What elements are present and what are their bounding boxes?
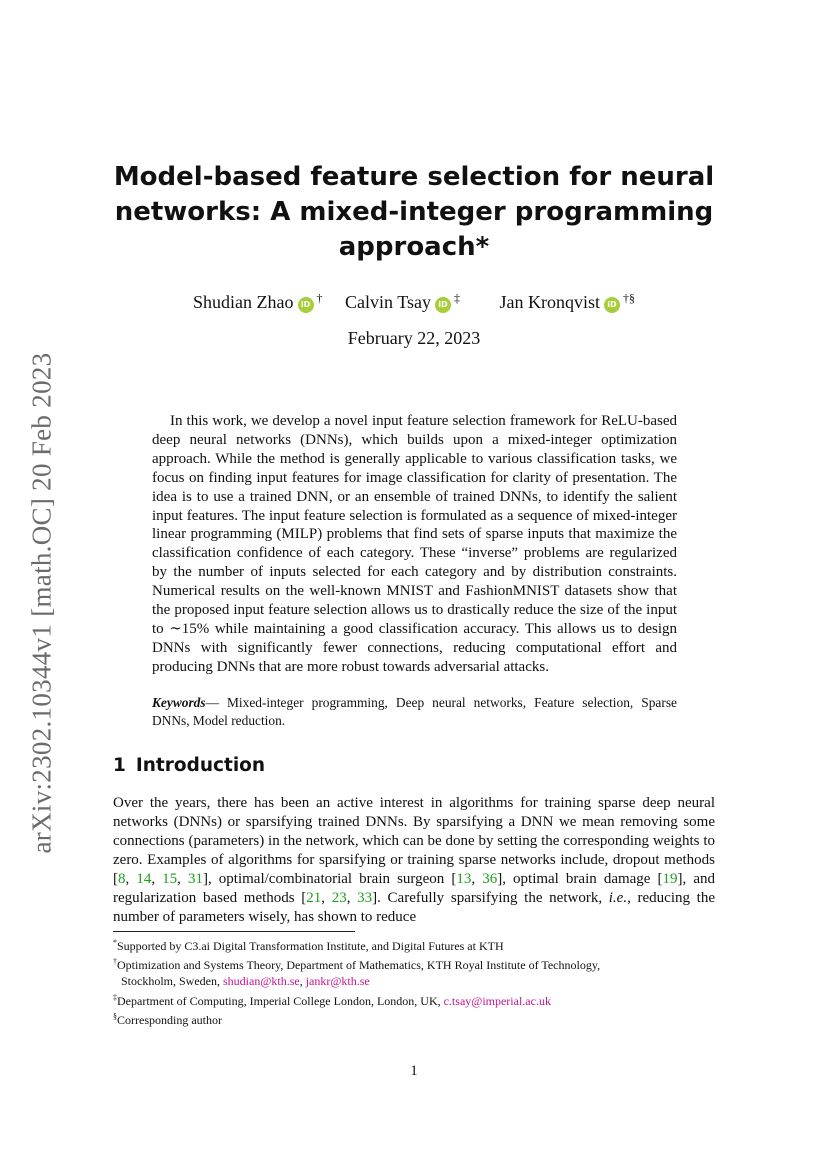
title-line-3: approach* xyxy=(338,232,490,262)
citation-link[interactable]: 13 xyxy=(456,871,472,887)
intro-text: ], and regularization based methods [ xyxy=(113,871,716,906)
footnote-text: Corresponding author xyxy=(117,1012,222,1027)
footnotes xyxy=(113,935,715,1028)
footnote-corresponding xyxy=(113,1009,715,1028)
abstract: In this work, we develop a novel input feature selection framework for ReLU-based deep neural networks (DNNs), which builds upon a mixed-integer optimization approach. While the method is generally applicable to various classification tasks, we focus on finding input features for image classification for clarity of presentation. The idea is to use a trained DNN, or an ensemble of trained DNNs, to identify the salient input features. The input feature selection is formulated as a sequence of mixed-integer linear programming (MILP) problems that find sets of sparse inputs that maximize the classification confidence of each category. These “inverse” problems are regularized by the number of inputs selected for each category and by distribution constraints. Numerical results on the well-known MNIST and FashionMNIST datasets show that the proposed input feature selection allows us to drastically reduce the size of the input to ∼15% while maintaining a good classification accuracy. This allows us to design DNNs with significantly fewer connections, reducing computational effort and producing DNNs that are more robust towards adversarial attacks. xyxy=(152,413,677,675)
citation-link[interactable]: 36 xyxy=(482,871,498,887)
affiliation-marks: ‡ xyxy=(453,291,460,305)
author-kronqvist xyxy=(499,287,635,313)
citation-link[interactable]: 19 xyxy=(662,871,678,887)
intro-text: ], optimal brain damage [ xyxy=(497,871,663,887)
footnote-mark: § xyxy=(113,1011,117,1021)
affiliation-marks: †§ xyxy=(622,291,635,305)
paper-title xyxy=(113,160,715,265)
footnote-text: Supported by C3.ai Digital Transformation Institute, and Digital Futures at KTH xyxy=(117,939,504,953)
footnote-text: Department of Computing, Imperial College London, London, UK, xyxy=(117,993,444,1008)
publication-date: February 22, 2023 xyxy=(347,328,481,348)
citation-link[interactable]: 15 xyxy=(162,871,178,887)
intro-text: ], optimal/combinatorial brain surgeon [ xyxy=(202,871,457,887)
section-title-text: Introduction xyxy=(135,755,266,776)
citation-link[interactable]: 14 xyxy=(136,871,152,887)
section-number: 1 xyxy=(113,755,126,776)
citation-link[interactable]: 31 xyxy=(187,871,203,887)
title-line-2: networks: A mixed-integer programming xyxy=(114,197,714,227)
author-zhao xyxy=(193,287,323,313)
arxiv-identifier-stamp xyxy=(20,345,64,860)
author-name: Shudian Zhao xyxy=(193,292,294,312)
email-link[interactable]: c.tsay@imperial.ac.uk xyxy=(443,993,551,1008)
footnote-text: Stockholm, Sweden, xyxy=(121,974,223,989)
footnote-mark: ‡ xyxy=(113,992,117,1002)
footnote-mark: † xyxy=(113,957,117,967)
footnote-divider xyxy=(113,931,355,932)
footnote-kth-emails: Stockholm, Sweden, shudian@kth.se, jankr@kth.se xyxy=(121,974,370,989)
keywords-label: Keywords xyxy=(152,695,206,710)
affiliation-marks: † xyxy=(316,291,323,305)
email-link[interactable]: shudian@kth.se xyxy=(223,974,300,989)
author-name: Jan Kronqvist xyxy=(499,292,600,312)
section-heading xyxy=(113,755,265,776)
keywords xyxy=(152,694,677,729)
footnote-text: Optimization and Systems Theory, Department of Mathematics, KTH Royal Institute of Technology, xyxy=(117,958,601,973)
introduction-paragraph: Over the years, there has been an active interest in algorithms for training sparse deep neural networks (DNNs) or sparsifying trained DNNs. By sparsifying a DNN we mean removing some connections (parameters) in the network, which can be done by setting the corresponding weights to zero. Examples of algorithms for sparsifying or training sparse networks include, dropout methods [8, 14, 15, 31], optimal/combinatorial brain surgeon [13, 36], optimal brain damage [19], and regularization based methods [21, 23, 33]. Carefully sparsifying the network, i.e., reducing the number of parameters wisely, has shown to reduce xyxy=(113,795,716,925)
citation-link[interactable]: 21 xyxy=(306,890,322,906)
intro-text: reducing the number of parameters wisely, has shown to reduce xyxy=(113,890,715,925)
citation-link[interactable]: 23 xyxy=(331,890,347,906)
orcid-icon[interactable]: iD xyxy=(604,297,620,313)
footnote-funding xyxy=(113,935,715,954)
email-link[interactable]: jankr@kth.se xyxy=(305,974,370,989)
orcid-icon[interactable]: iD xyxy=(435,297,451,313)
title-line-1: Model-based feature selection for neural xyxy=(113,162,715,192)
footnote-imperial-affiliation xyxy=(113,990,715,1009)
keywords-separator: — xyxy=(205,695,227,710)
citation-link[interactable]: 8 xyxy=(118,871,126,887)
author-name: Calvin Tsay xyxy=(345,292,431,312)
footnote-mark: * xyxy=(113,938,117,947)
author-list xyxy=(113,287,715,313)
keywords-text: Mixed-integer programming, Deep neural networks, Feature selection, Sparse DNNs, Model reduction. xyxy=(152,695,677,728)
intro-text: ]. Carefully sparsifying the network, xyxy=(372,890,609,906)
author-tsay xyxy=(345,287,460,313)
footnote-kth-affiliation xyxy=(113,954,715,973)
intro-text: Over the years, there has been an active interest in algorithms for training sparse deep neural networks (DNNs) or sparsifying trained DNNs. By sparsifying a DNN we mean removing some connections (parameters) in the network, which can be done by setting the corresponding weights to zero. Examples of algorithms for sparsifying or training sparse networks include, dropout methods [ xyxy=(113,795,715,887)
citation-link[interactable]: 33 xyxy=(357,890,373,906)
arxiv-identifier-text: arXiv:2302.10344v1 [math.OC] 20 Feb 2023 xyxy=(26,352,57,853)
page-number: 1 xyxy=(410,1063,418,1079)
orcid-icon[interactable]: iD xyxy=(298,297,314,313)
intro-italic-ie: i.e., xyxy=(608,890,631,906)
